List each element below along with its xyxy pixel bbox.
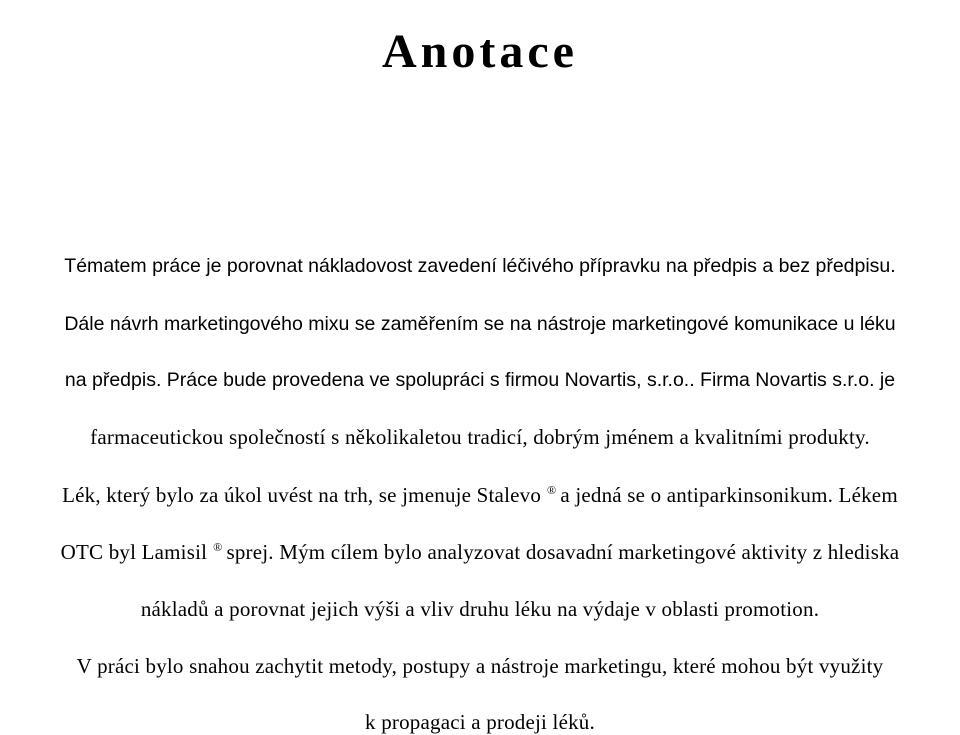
abstract-line: Dále návrh marketingového mixu se zaměřením se na nástroje marketingové komunikace u léku bbox=[64, 313, 896, 335]
registered-mark: ® bbox=[213, 540, 223, 554]
page-title: Anotace bbox=[382, 25, 578, 79]
abstract-line: na předpis. Práce bude provedena ve spolupráci s firmou Novartis, s.r.o.. Firma Novartis s.r.o. je bbox=[64, 369, 896, 391]
abstract-line: farmaceutickou společností s několikaletou tradicí, dobrým jménem a kvalitními produkty. bbox=[90, 425, 870, 449]
registered-mark: ® bbox=[547, 483, 557, 497]
line-text: OTC byl Lamisil bbox=[60, 540, 208, 564]
abstract-line: Tématem práce je porovnat nákladovost zavedení léčivého přípravku na předpis a bez předpisu. bbox=[64, 255, 896, 277]
abstract-line: k propagaci a prodeji léků. bbox=[365, 710, 595, 734]
line-text: Lék, který bylo za úkol uvést na trh, se jmenuje Stalevo bbox=[62, 483, 542, 507]
abstract-line bbox=[0, 483, 960, 507]
abstract-line: V práci bylo snahou zachytit metody, postupy a nástroje marketingu, které mohou být využity bbox=[76, 654, 884, 678]
abstract-line bbox=[0, 540, 960, 564]
line-text: a jedná se o antiparkinsonikum. Lékem bbox=[560, 483, 898, 507]
abstract-line: nákladů a porovnat jejich výši a vliv druhu léku na výdaje v oblasti promotion. bbox=[140, 597, 820, 621]
line-text: sprej. Mým cílem bylo analyzovat dosavadní marketingové aktivity z hlediska bbox=[226, 540, 900, 564]
